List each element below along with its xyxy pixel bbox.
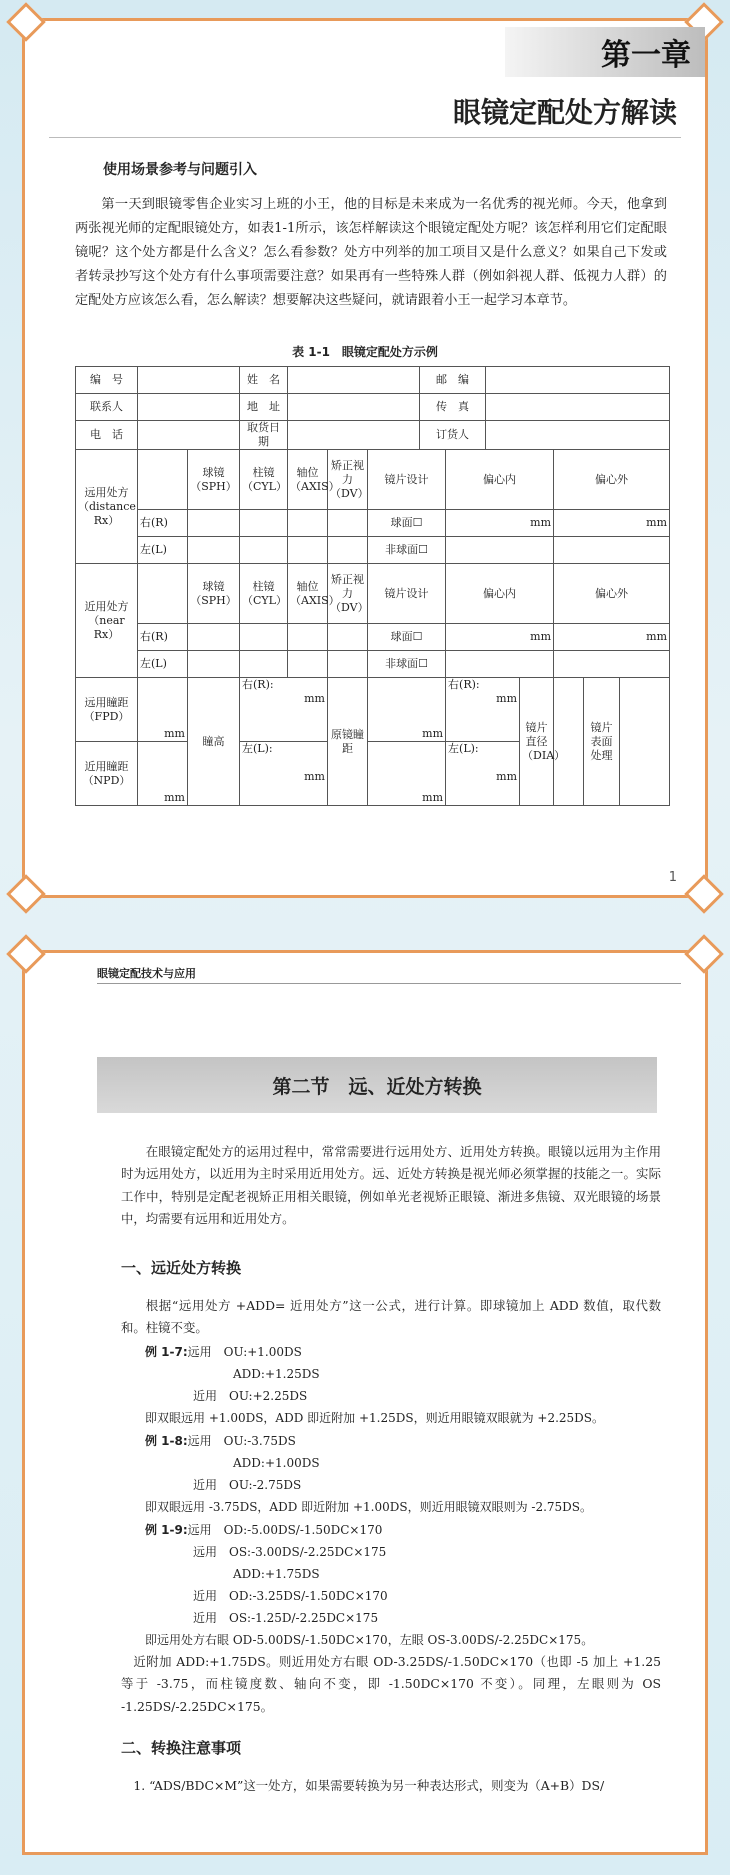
cell-empty [138, 450, 188, 510]
unit-mm: mm [554, 624, 670, 651]
example-conclusion: 即远用处方右眼 OD-5.00DS/-1.50DC×170，左眼 OS-3.00DS/-2.25DC×175。 [145, 1633, 594, 1647]
cell-value[interactable] [288, 367, 420, 394]
cell-value[interactable] [288, 624, 328, 651]
book-title: 眼镜定配技术与应用 [97, 967, 196, 980]
cell-value[interactable] [288, 651, 328, 678]
header-decenter-out: 偏心外 [554, 450, 670, 510]
option-aspherical[interactable]: 非球面☐ [368, 651, 446, 678]
example-line: ADD:+1.25DS [233, 1367, 320, 1381]
frame-pd-right[interactable] [446, 678, 520, 742]
cell-value[interactable] [240, 624, 288, 651]
textbook-page-1 [22, 18, 708, 898]
cell-value[interactable] [188, 624, 240, 651]
unit-mm: mm [138, 742, 188, 806]
cell-label: 邮 编 [420, 367, 486, 394]
cell-label: 传 真 [420, 394, 486, 421]
example-conclusion: 即双眼远用 -3.75DS，ADD 即近附加 +1.00DS，则近用眼镜双眼则为 -2.75DS。 [145, 1500, 593, 1514]
cell-value[interactable] [288, 510, 328, 537]
cell-value[interactable] [138, 367, 240, 394]
option-spherical[interactable]: 球面☐ [368, 510, 446, 537]
cell-value[interactable] [240, 537, 288, 564]
left-colon: 左(L): [448, 742, 479, 755]
cell-value[interactable] [138, 394, 240, 421]
option-aspherical[interactable]: 非球面☐ [368, 537, 446, 564]
heading-notes: 二、转换注意事项 [121, 1739, 242, 1757]
cell-value[interactable] [188, 537, 240, 564]
cell-value[interactable] [328, 510, 368, 537]
near-rx-label: 近用处方（near Rx） [76, 564, 138, 678]
cell-value[interactable] [446, 537, 554, 564]
frame-pd-label: 原镜瞳距 [328, 678, 368, 806]
corner-ornament [684, 874, 724, 914]
cell-label: 编 号 [76, 367, 138, 394]
cell-value[interactable] [620, 678, 670, 806]
chapter-label: 第一章 [505, 27, 705, 77]
header-lens-design: 镜片设计 [368, 450, 446, 510]
pupil-height-left[interactable] [240, 742, 328, 806]
npd-label: 近用瞳距（NPD） [76, 742, 138, 806]
option-spherical[interactable]: 球面☐ [368, 624, 446, 651]
unit-mm: mm [368, 678, 446, 742]
cell-value[interactable] [554, 678, 584, 806]
cell-value[interactable] [486, 367, 670, 394]
row-right: 右(R) [138, 510, 188, 537]
cell-value[interactable] [188, 651, 240, 678]
header-sph: 球镜（SPH） [188, 564, 240, 624]
right-colon: 右(R): [242, 678, 274, 691]
example-line: 近用 OS:-1.25D/-2.25DC×175 [193, 1611, 379, 1625]
cell-value[interactable] [328, 537, 368, 564]
cell-value[interactable] [554, 651, 670, 678]
cell-value[interactable] [328, 651, 368, 678]
cell-value[interactable] [288, 537, 328, 564]
formula-paragraph: 根据“远用处方 +ADD= 近用处方”这一公式，进行计算。即球镜加上 ADD 数值，取代数和。柱镜不变。 [121, 1298, 661, 1336]
cell-value[interactable] [486, 421, 670, 450]
header-decenter-in: 偏心内 [446, 450, 554, 510]
cell-value[interactable] [188, 510, 240, 537]
header-cyl: 柱镜（CYL） [240, 564, 288, 624]
section-title: 第二节 远、近处方转换 [97, 1057, 657, 1113]
example-conclusion: 即双眼远用 +1.00DS，ADD 即近附加 +1.25DS，则近用眼镜双眼就为 +2.25DS。 [145, 1411, 605, 1425]
unit-mm: mm [496, 692, 518, 705]
unit-mm: mm [304, 692, 325, 705]
cell-value[interactable] [138, 421, 240, 450]
cell-value[interactable] [240, 510, 288, 537]
header-lens-design: 镜片设计 [368, 564, 446, 624]
chapter-title: 眼镜定配处方解读 [452, 96, 677, 129]
cell-value[interactable] [288, 421, 420, 450]
cell-label: 地 址 [240, 394, 288, 421]
section-heading: 使用场景参考与问题引入 [103, 162, 257, 178]
right-colon: 右(R): [448, 678, 480, 691]
header-cyl: 柱镜（CYL） [240, 450, 288, 510]
example-label: 例 1-7: [145, 1345, 188, 1359]
note-item: 1. “ADS/BDC×M”这一处方，如果需要转换为另一种表达形式，则变为（A+B）DS/ [133, 1778, 605, 1793]
left-colon: 左(L): [242, 742, 273, 755]
row-left: 左(L) [138, 651, 188, 678]
header-axis: 轴位（AXIS） [288, 450, 328, 510]
prescription-table [75, 366, 670, 806]
header-axis: 轴位（AXIS） [288, 564, 328, 624]
unit-mm: mm [496, 770, 518, 783]
corner-ornament [6, 934, 46, 974]
example-line: ADD:+1.00DS [233, 1456, 320, 1470]
cell-label: 电 话 [76, 421, 138, 450]
unit-mm: mm [138, 678, 188, 742]
intro-paragraph: 在眼镜定配处方的运用过程中，常常需要进行远用处方、近用处方转换。眼镜以远用为主作用时为远用处方，以近用为主时采用近用处方。远、近处方转换是视光师必须掌握的技能之一。实际工作中，特别是定配老视矫正用相关眼镜，例如单光老视矫正眼镜、渐进多焦镜、双光眼镜的场景中，均需要有远用和近用处方。 [121, 1144, 661, 1226]
header-sph: 球镜（SPH） [188, 450, 240, 510]
unit-mm: mm [446, 624, 554, 651]
unit-mm: mm [304, 770, 325, 783]
cell-value[interactable] [554, 537, 670, 564]
frame-pd-left[interactable] [446, 742, 520, 806]
corner-ornament [6, 874, 46, 914]
example-line: 远用 OD:-5.00DS/-1.50DC×170 [187, 1523, 383, 1537]
example-line: 远用 OU:+1.00DS [187, 1345, 302, 1359]
header-dv: 矫正视力（DV） [328, 450, 368, 510]
cell-value[interactable] [486, 394, 670, 421]
example-line: 近用 OD:-3.25DS/-1.50DC×170 [193, 1589, 388, 1603]
cell-label: 姓 名 [240, 367, 288, 394]
example-label: 例 1-8: [145, 1434, 188, 1448]
heading-conversion: 一、远近处方转换 [121, 1259, 242, 1277]
unit-mm: mm [368, 742, 446, 806]
corner-ornament [684, 934, 724, 974]
example-line: 近用 OU:+2.25DS [193, 1389, 308, 1403]
fpd-label: 远用瞳距（FPD） [76, 678, 138, 742]
example-label: 例 1-9: [145, 1523, 188, 1537]
example-line: 远用 OU:-3.75DS [187, 1434, 296, 1448]
unit-mm: mm [554, 510, 670, 537]
header-decenter-out: 偏心外 [554, 564, 670, 624]
table-caption: 表 1-1 眼镜定配处方示例 [292, 345, 438, 359]
example-conclusion: 近附加 ADD:+1.75DS。则近用处方右眼 OD-3.25DS/-1.50DC×170（也即 -5 加上 +1.25 等于 -3.75，而柱镜度数、轴向不变，即 -1.50DC×170 不变）。同理，左眼则为 OS -1.25DS/-2.25DC×175。 [121, 1654, 661, 1714]
pupil-height-right[interactable] [240, 678, 328, 742]
page-number: 1 [668, 870, 677, 885]
cell-value[interactable] [328, 624, 368, 651]
cell-value[interactable] [288, 394, 420, 421]
cell-value[interactable] [446, 651, 554, 678]
cell-value[interactable] [240, 651, 288, 678]
cell-label: 订货人 [420, 421, 486, 450]
example-line: 近用 OU:-2.75DS [193, 1478, 302, 1492]
row-left: 左(L) [138, 537, 188, 564]
cell-label: 取货日期 [240, 421, 288, 450]
divider [97, 983, 681, 984]
lens-diameter-label: 镜片直径（DIA） [520, 678, 554, 806]
divider [49, 137, 681, 138]
textbook-page-2 [22, 950, 708, 1855]
header-dv: 矫正视力（DV） [328, 564, 368, 624]
row-right: 右(R) [138, 624, 188, 651]
unit-mm: mm [446, 510, 554, 537]
distance-rx-label: 远用处方（distance Rx） [76, 450, 138, 564]
pupil-height-label: 瞳高 [188, 678, 240, 806]
intro-paragraph: 第一天到眼镜零售企业实习上班的小王，他的目标是未来成为一名优秀的视光师。今天，他拿到两张视光师的定配眼镜处方，如表1-1所示，该怎样解读这个眼镜定配处方呢？该怎样利用它们定配眼镜呢？这个处方都是什么含义？怎么看参数？处方中列举的加工项目又是什么意义？如果自己下发或者转录抄写这个处方有什么事项需要注意？如果再有一些特殊人群（例如斜视人群、低视力人群）的定配处方应该怎么看，怎么解读？想要解决这些疑问，就请跟着小王一起学习本章节。 [75, 197, 667, 308]
surface-treatment-label: 镜片表面处理 [584, 678, 620, 806]
corner-ornament [6, 2, 46, 42]
cell-label: 联系人 [76, 394, 138, 421]
example-line: 远用 OS:-3.00DS/-2.25DC×175 [193, 1545, 387, 1559]
header-decenter-in: 偏心内 [446, 564, 554, 624]
cell-empty [138, 564, 188, 624]
example-line: ADD:+1.75DS [233, 1567, 320, 1581]
